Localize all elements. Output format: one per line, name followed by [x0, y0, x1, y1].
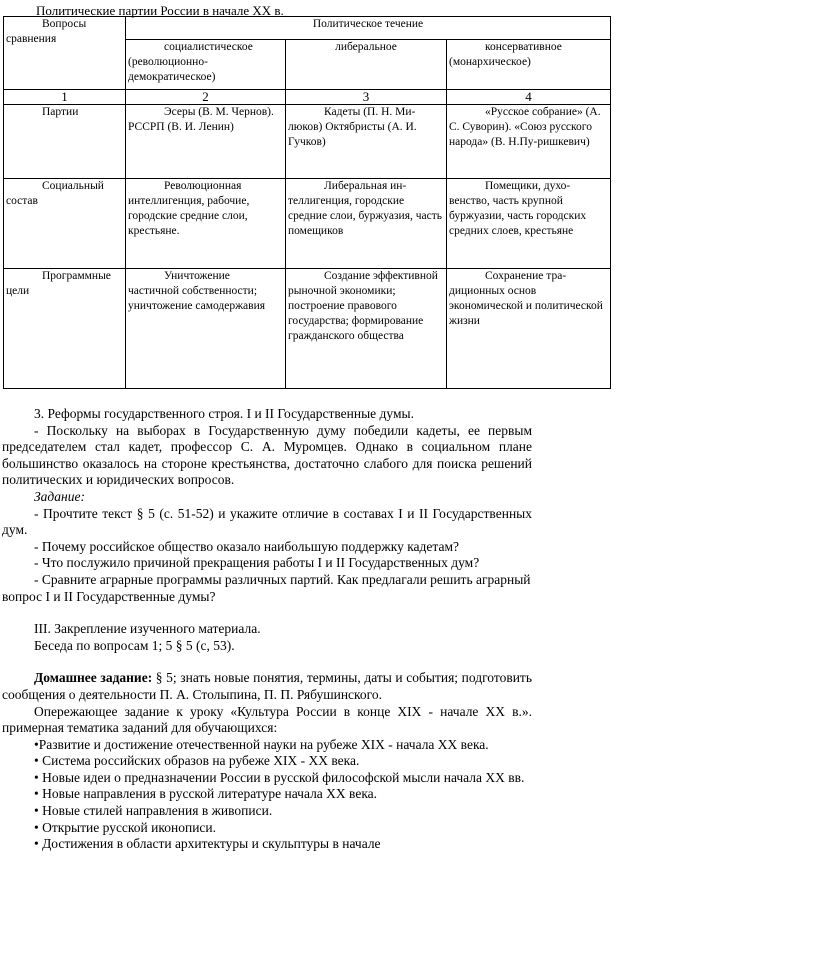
- lesson-text: [2, 406, 532, 853]
- task-item: - Прочтите текст § 5 (с. 51-52) и укажите отличие в составах I и II Государственных дум.: [2, 505, 532, 538]
- advance-task: Опережающее задание к уроку «Культура России в конце XIX - начале XX в.». примерная тематика заданий для обучающихся:: [2, 703, 532, 736]
- cell-social-socialist: Революционная интеллигенция, рабочие, городские средние слои, крестьяне.: [126, 179, 286, 269]
- cell-social-liberal: Либеральная ин-теллигенция, городские средние слои, буржуазия, часть помещиков: [286, 179, 447, 269]
- list-item: • Открытие русской иконописи.: [34, 819, 217, 835]
- cell-parties-conservative: «Русское собрание» (А. С. Суворин). «Союз русского народа» (В. Н.Пу-ришкевич): [447, 105, 611, 179]
- list-item: • Новые направления в русской литературе начала XX века.: [34, 786, 378, 802]
- cell-parties-liberal: Кадеты (П. Н. Ми-люков) Октябристы (А. И. Гучков): [286, 105, 447, 179]
- current-liberal: либеральное: [286, 40, 447, 90]
- task-item: - Сравните аграрные программы различных партий. Как предлагали решить аграрный вопрос I и II Государственные думы?: [2, 571, 531, 604]
- row-label-goals: Программные цели: [4, 269, 126, 389]
- cell-parties-socialist: Эсеры (В. М. Чернов). РССРП (В. И. Ленин): [126, 105, 286, 179]
- document-title: Политические партии России в начале XX в.: [36, 3, 284, 18]
- discussion-line: Беседа по вопросам 1; 5 § 5 (с, 53).: [34, 637, 235, 653]
- row-label-social: Социальный состав: [4, 179, 126, 269]
- list-item: • Достижения в области архитектуры и скульптуры в начале: [34, 836, 381, 852]
- list-item: • Новые стилей направления в живописи.: [34, 803, 273, 819]
- section-heading: III. Закрепление изученного материала.: [34, 621, 261, 637]
- current-conservative: консервативное (монархическое): [447, 40, 611, 90]
- group-header: Политическое течение: [126, 17, 611, 40]
- task-label: Задание:: [34, 488, 85, 504]
- reforms-heading: 3. Реформы государственного строя. I и II Государственные думы.: [34, 406, 414, 421]
- reforms-paragraph: - Поскольку на выборах в Государственную думу победили кадеты, ее первым председателем стал кадет, профессор С. А. Муромцев. Однако в социальном плане большинство оказалось на стороне крестьянства, достаточно слабого для поиска решений политических и юридических вопросов.: [2, 422, 532, 488]
- task-item: - Что послужило причиной прекращения работы I и II Государственных дум?: [34, 555, 480, 571]
- list-item: •Развитие и достижение отечественной науки на рубеже XIX - начала XX века.: [34, 736, 489, 752]
- task-item: - Почему российское общество оказало наибольшую поддержку кадетам?: [34, 538, 459, 554]
- col-number-3: 3: [286, 90, 447, 105]
- cell-goals-conservative: Сохранение тра-диционных основ экономической и политической жизни: [447, 269, 611, 389]
- list-item: • Новые идеи о предназначении России в русской философской мысли начала XX вв.: [34, 769, 525, 785]
- row-label-parties: Партии: [4, 105, 126, 179]
- current-socialist: социалистическое (революционно-демократическое): [126, 40, 286, 90]
- parties-table: [3, 16, 611, 389]
- col-number-4: 4: [447, 90, 611, 105]
- col-number-2: 2: [126, 90, 286, 105]
- homework-text: § 5; знать новые понятия, термины, даты и события; подготовить сообщения о деятельности П. А. Столыпина, П. П. Рябушинского.: [2, 670, 532, 702]
- cell-goals-socialist: Уничтожение частичной собственности; уничтожение самодержавия: [126, 269, 286, 389]
- homework-label: Домашнее задание:: [34, 670, 153, 686]
- col-number-1: 1: [4, 90, 126, 105]
- homework-paragraph: [2, 670, 532, 703]
- corner-header: Вопросы сравнения: [4, 17, 126, 90]
- cell-social-conservative: Помещики, духо-венство, часть крупной буржуазии, часть городских средних слоев, крестьяне: [447, 179, 611, 269]
- list-item: • Система российских образов на рубеже XIX - XX века.: [34, 753, 360, 769]
- topic-list: [2, 737, 532, 853]
- cell-goals-liberal: Создание эффективной рыночной экономики; построение правового государства; формирование гражданского общества: [286, 269, 447, 389]
